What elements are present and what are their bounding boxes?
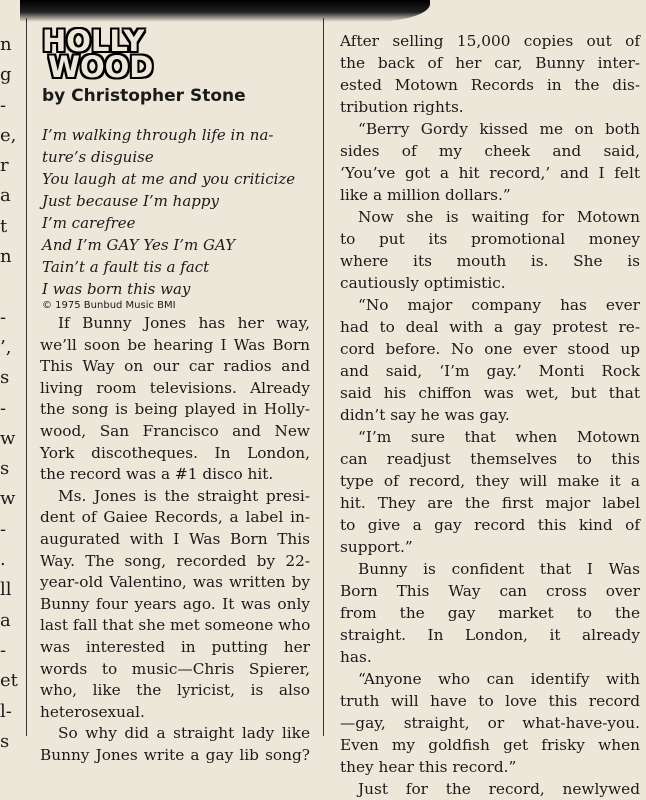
text-line: tribution rights. (340, 98, 464, 116)
text-line: Born This Way can cross over (340, 582, 640, 600)
text-line: Even my goldfish get frisky when (340, 736, 640, 754)
text-line: didn’t say he was gay. (340, 406, 510, 424)
fragment: - (0, 306, 7, 328)
text-line: cord before. No one ever stood up (340, 340, 640, 358)
article-body-left (40, 313, 310, 766)
fragment: et (0, 670, 18, 692)
logo-line-2: WOOD (48, 50, 154, 84)
fragment: - (0, 639, 7, 661)
text-line: and said, ‘I’m gay.’ Monti Rock (340, 362, 640, 380)
text-line: the record was a #1 disco hit. (40, 465, 274, 484)
text-line: dent of Gaiee Records, a label in- (40, 508, 310, 527)
text-line: the back of her car, Bunny inter- (340, 54, 640, 72)
hollywood-logo (42, 24, 310, 84)
fragment: ’, (0, 336, 12, 358)
text-line: we’ll soon be hearing I Was Born (40, 335, 310, 354)
text-line: sides of my cheek and said, (340, 142, 640, 160)
text-line: After selling 15,000 copies out of (340, 32, 640, 50)
text-line: York discotheques. In London, (40, 443, 310, 462)
text-line: augurated with I Was Born This (40, 529, 310, 548)
text-line: like a million dollars.” (340, 186, 511, 204)
page-curl-shadow (20, 0, 430, 22)
fragment: e, (0, 124, 17, 146)
fragment: s (0, 730, 10, 752)
fragment: n (0, 246, 12, 268)
text-line: Bunny is confident that I Was (358, 560, 640, 578)
text-line: who, like the lyricist, is also (40, 681, 310, 700)
previous-column-fragments (0, 30, 18, 757)
text-line: “Berry Gordy kissed me on both (358, 120, 640, 138)
lyric-line: I’m carefree (42, 214, 136, 232)
text-line: to give a gay record this kind of (340, 516, 640, 534)
text-line: ested Motown Records in the dis- (340, 76, 640, 94)
text-line: So why did a straight lady like (58, 724, 310, 743)
text-line: cautiously optimistic. (340, 274, 506, 292)
text-line: can readjust themselves to this (340, 450, 640, 468)
fragment: - (0, 94, 7, 116)
fragment: g (0, 64, 12, 86)
lyric-line: I’m walking through life in na- (42, 126, 274, 144)
text-line: had to deal with a gay protest re- (340, 318, 640, 336)
logo-line-1: HOLLY (42, 24, 145, 58)
fragment: . (0, 549, 6, 571)
fragment: - (0, 397, 7, 419)
text-line: This Way on our car radios and (40, 357, 310, 376)
fragment: w (0, 488, 16, 510)
copyright-notice: © 1975 Bunbud Music BMI (42, 300, 176, 311)
fragment: w (0, 427, 16, 449)
lyric-line: Tain’t a fault tis a fact (42, 258, 210, 276)
text-line: was interested in putting her (40, 637, 310, 656)
text-line: If Bunny Jones has her way, (58, 314, 310, 332)
text-line: said his chiffon was wet, but that (340, 384, 640, 402)
column-left (40, 24, 311, 766)
text-line: truth will have to love this record (340, 692, 640, 710)
lyric-line: I was born this way (42, 280, 191, 298)
text-line: —gay, straight, or what-have-you. (340, 714, 640, 732)
text-line: heterosexual. (40, 702, 145, 721)
text-line: Ms. Jones is the straight presi- (58, 486, 310, 505)
text-line: they hear this record.” (340, 758, 517, 776)
column-right (340, 30, 640, 800)
text-line: ‘You’ve got a hit record,’ and I felt (340, 164, 640, 182)
text-line: type of record, they will make it a (340, 472, 640, 490)
text-line: Just for the record, newlywed (358, 780, 640, 798)
text-line: words to music—Chris Spierer, (40, 659, 310, 678)
byline: by Christopher Stone (42, 86, 246, 106)
text-line: “I’m sure that when Motown (358, 428, 640, 446)
text-line: “No major company has ever (358, 296, 640, 314)
lyrics-block (40, 124, 310, 311)
text-line: Bunny four years ago. It was only (40, 594, 310, 613)
fragment: - (0, 518, 7, 540)
lyric-line: You laugh at me and you criticize (42, 170, 296, 188)
text-line: hit. They are the first major label (340, 494, 640, 512)
fragment: a (0, 609, 11, 631)
text-line: living room televisions. Already (40, 378, 310, 397)
text-line: Now she is waiting for Motown (358, 208, 640, 226)
text-line: last fall that she met someone who (40, 616, 311, 635)
fragment: n (0, 34, 12, 55)
text-line: Bunny Jones write a gay lib song? (40, 745, 310, 764)
text-line: straight. In London, it already (340, 626, 640, 644)
fragment: t (0, 215, 8, 237)
text-line: year-old Valentino, was written by (40, 573, 310, 592)
text-line: from the gay market to the (340, 604, 640, 622)
fragment: l- (0, 700, 12, 722)
fragment (0, 272, 14, 302)
text-line: Way. The song, recorded by 22- (40, 551, 310, 570)
text-line: wood, San Francisco and New (40, 421, 310, 440)
text-line: where its mouth is. She is (340, 252, 640, 270)
fragment: ll (0, 579, 12, 601)
text-line: to put its promotional money (340, 230, 640, 248)
text-line: “Anyone who can identify with (358, 670, 640, 688)
column-rule-left (26, 18, 27, 736)
column-rule-middle (323, 18, 324, 736)
fragment: a (0, 185, 11, 207)
fragment: r (0, 155, 9, 177)
fragment: s (0, 367, 10, 389)
lyric-line: ture’s disguise (42, 148, 154, 166)
lyric-line: Just because I’m happy (42, 192, 219, 210)
text-line: support.” (340, 538, 413, 556)
text-line: has. (340, 648, 372, 666)
fragment: s (0, 458, 10, 480)
lyric-line: And I’m GAY Yes I’m GAY (42, 236, 236, 254)
text-line: the song is being played in Holly- (40, 400, 310, 419)
